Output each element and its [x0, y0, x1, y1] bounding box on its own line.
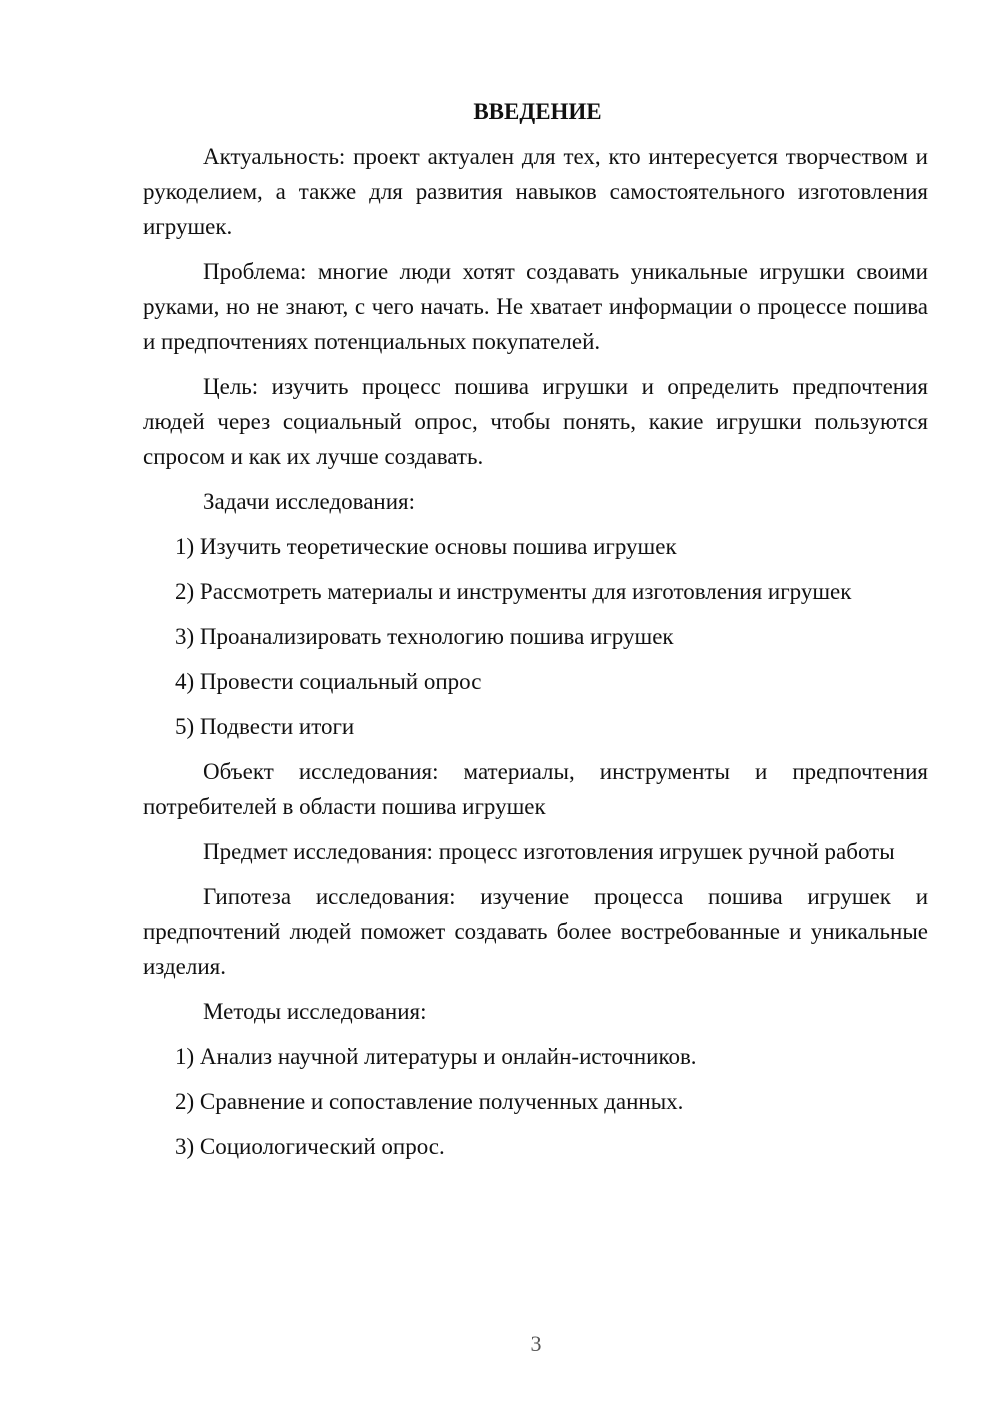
task-item: 5) Подвести итоги [175, 714, 355, 739]
task-item: 4) Провести социальный опрос [175, 669, 482, 694]
methods-heading: Методы исследования: [203, 999, 427, 1024]
task-item: 3) Проанализировать технологию пошива игрушек [175, 624, 674, 649]
method-item: 1) Анализ научной литературы и онлайн-источников. [175, 1044, 697, 1069]
goal-paragraph: Цель: изучить процесс пошива игрушки и определить предпочтения людей через социальный опрос, чтобы понять, какие игрушки пользуются спросом и как их лучше создавать. [143, 374, 928, 469]
hypothesis-paragraph: Гипотеза исследования: изучение процесса пошива игрушек и предпочтений людей поможет создавать более востребованные и уникальные изделия. [143, 884, 928, 979]
relevance-paragraph: Актуальность: проект актуален для тех, кто интересуется творчеством и рукоделием, а также для развития навыков самостоятельного изготовления игрушек. [143, 144, 928, 239]
tasks-heading: Задачи исследования: [203, 489, 416, 514]
page-number: 3 [530, 1331, 542, 1356]
subject-paragraph: Предмет исследования: процесс изготовления игрушек ручной работы [203, 839, 895, 864]
problem-paragraph: Проблема: многие люди хотят создавать уникальные игрушки своими руками, но не знают, с чего начать. Не хватает информации о процессе пошива и предпочтениях потенциальных покупателей. [143, 259, 928, 354]
object-paragraph: Объект исследования: материалы, инструменты и предпочтения потребителей в области пошива игрушек [143, 759, 928, 819]
task-item: 2) Рассмотреть материалы и инструменты для изготовления игрушек [175, 579, 852, 604]
page-content [143, 94, 928, 1174]
section-title: ВВЕДЕНИЕ [473, 99, 602, 124]
method-item: 3) Социологический опрос. [175, 1134, 445, 1159]
task-item: 1) Изучить теоретические основы пошива игрушек [175, 534, 677, 559]
method-item: 2) Сравнение и сопоставление полученных данных. [175, 1089, 684, 1114]
